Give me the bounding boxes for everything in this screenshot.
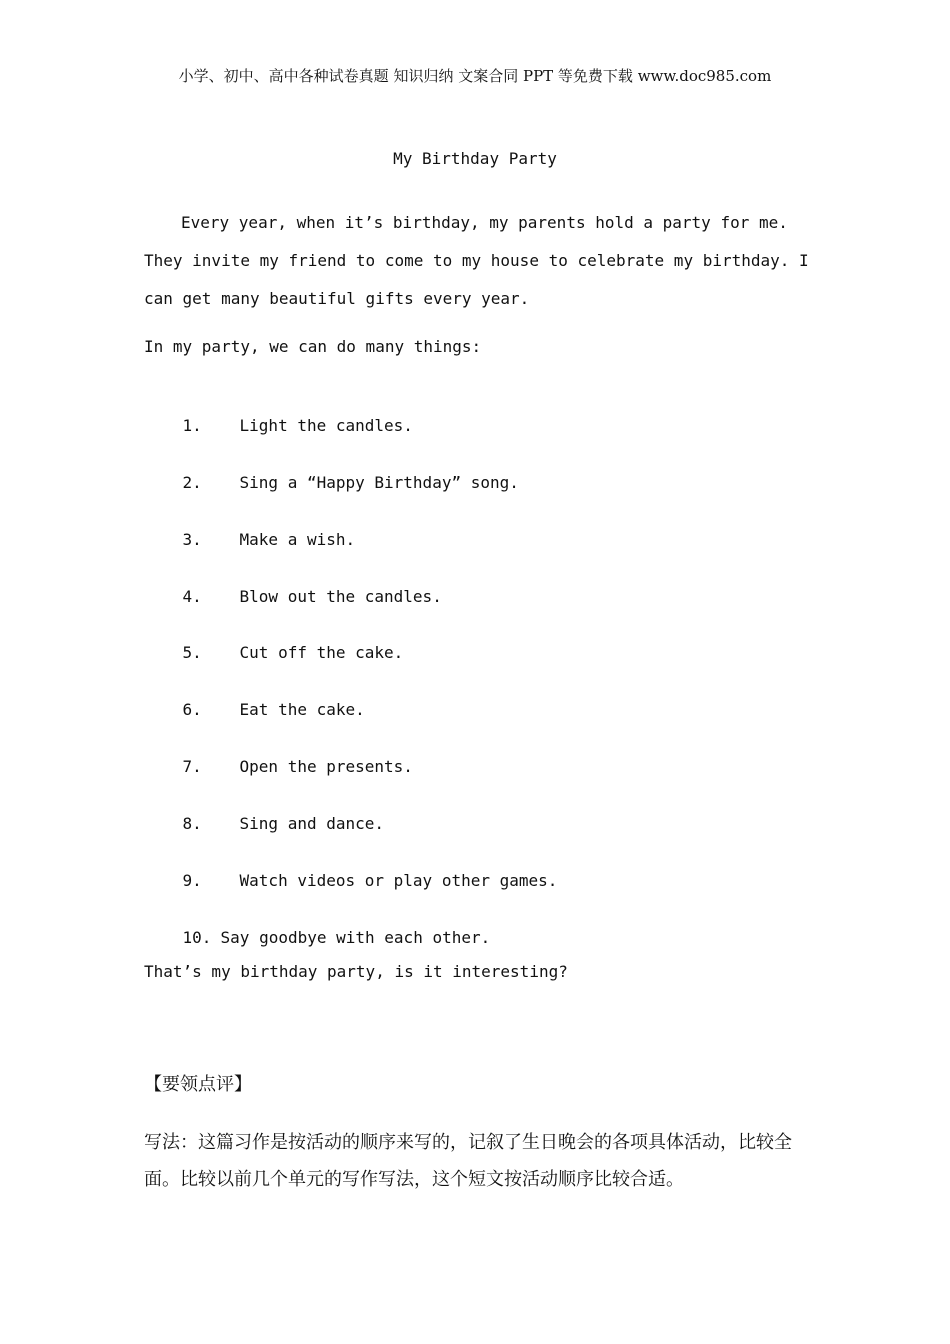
- list-item-text: Blow out the candles.: [239, 587, 442, 606]
- page-header: 小学、初中、高中各种试卷真题 知识归纳 文案合同 PPT 等免费下载 www.doc985.com: [178, 67, 772, 85]
- list-item-text: Eat the cake.: [239, 700, 365, 719]
- list-item-text: Light the candles.: [239, 416, 413, 435]
- list-item-text: Sing and dance.: [239, 814, 385, 833]
- list-item-text: Make a wish.: [239, 530, 356, 549]
- list-item-text: Sing a “Happy Birthday” song.: [239, 473, 519, 492]
- list-item-number: 3.: [182, 530, 202, 549]
- commentary-heading: 【要领点评】: [144, 1074, 252, 1095]
- list-item-text: Open the presents.: [239, 757, 413, 776]
- list-item-number: 6.: [182, 700, 202, 719]
- list-item-number: 2.: [182, 473, 202, 492]
- list-item-text: Watch videos or play other games.: [239, 871, 558, 890]
- list-intro: In my party, we can do many things:: [144, 337, 482, 356]
- list-item-number: 4.: [182, 587, 202, 606]
- essay-title: My Birthday Party: [393, 149, 557, 168]
- closing-sentence: That’s my birthday party, is it interesting?: [144, 962, 568, 981]
- list-item-text: Cut off the cake.: [239, 643, 404, 662]
- list-item-number: 10.: [182, 928, 212, 947]
- list-item-number: 9.: [182, 871, 202, 890]
- list-item-number: 7.: [182, 757, 202, 776]
- list-item-number: 8.: [182, 814, 202, 833]
- commentary-body: 写法：这篇习作是按活动的顺序来写的，记叙了生日晚会的各项具体活动，比较全面。比较以前几个单元的写作写法，这个短文按活动顺序比较合适。: [144, 1132, 792, 1190]
- list-item-number: 5.: [182, 643, 202, 662]
- intro-paragraph: Every year, when it’s birthday, my parents hold a party for me. They invite my friend to come to my house to celebrate my birthday. I can get many beautiful gifts every year.: [144, 213, 809, 308]
- list-item-text: Say goodbye with each other.: [220, 928, 491, 947]
- list-item-number: 1.: [182, 416, 202, 435]
